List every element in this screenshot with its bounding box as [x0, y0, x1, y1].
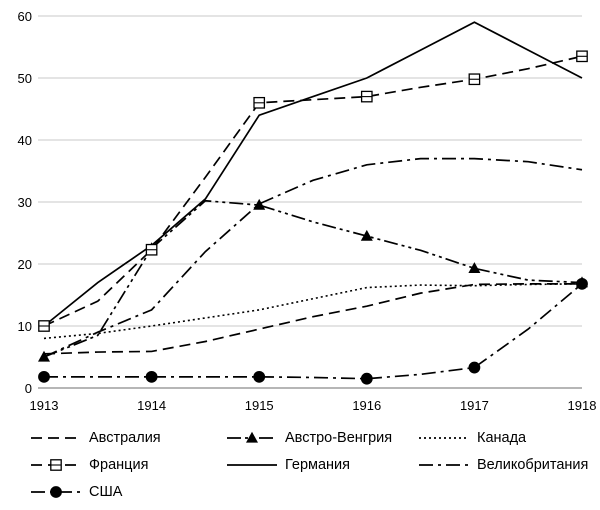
y-tick-label: 10 — [17, 319, 32, 334]
x-tick-label: 1917 — [459, 398, 489, 413]
legend-item-canada — [418, 424, 575, 451]
x-tick-label: 1916 — [352, 398, 382, 413]
legend-item-usa — [30, 478, 226, 505]
legend-label-great-britain: Великобритания — [477, 456, 589, 473]
x-tick-label: 1913 — [29, 398, 59, 413]
x-tick-label: 1918 — [567, 398, 597, 413]
legend-sample-australia — [30, 429, 82, 447]
legend-label-australia: Австралия — [89, 429, 161, 446]
y-tick-label: 20 — [17, 257, 32, 272]
series-line-6 — [44, 284, 582, 379]
y-tick-label: 40 — [17, 133, 32, 148]
series-line-0 — [44, 284, 582, 354]
legend-row — [30, 451, 589, 478]
series-line-1 — [44, 201, 582, 357]
legend-item-great-britain — [418, 451, 589, 478]
data-point-marker — [51, 486, 62, 497]
data-point-marker — [577, 278, 588, 289]
data-point-marker — [361, 373, 372, 384]
y-tick-label: 50 — [17, 71, 32, 86]
series-markers — [38, 51, 588, 384]
legend-label-usa: США — [89, 483, 123, 500]
legend-sample-austria-hungary — [226, 429, 278, 447]
legend-sample-germany — [226, 456, 278, 474]
data-point-marker — [146, 371, 157, 382]
y-tick-label: 60 — [17, 9, 32, 24]
series-line-4 — [44, 22, 582, 326]
legend-sample-great-britain — [418, 456, 470, 474]
x-tick-label: 1915 — [244, 398, 274, 413]
legend-item-germany — [226, 451, 418, 478]
legend-row — [30, 424, 575, 451]
chart-legend — [30, 424, 589, 506]
y-tick-label: 0 — [24, 381, 32, 396]
legend-sample-usa — [30, 483, 82, 501]
legend-label-canada: Канада — [477, 429, 527, 446]
legend-sample-france — [30, 456, 82, 474]
legend-item-austria-hungary — [226, 424, 418, 451]
legend-item-australia — [30, 424, 226, 451]
gridlines — [38, 16, 582, 388]
legend-label-germany: Германия — [285, 456, 351, 473]
legend-item-france — [30, 451, 226, 478]
data-point-marker — [39, 371, 50, 382]
x-axis-tick-labels — [30, 398, 597, 413]
legend-row — [30, 478, 575, 505]
legend-label-france: Франция — [89, 456, 149, 473]
data-point-marker — [469, 362, 480, 373]
y-axis-tick-labels — [18, 9, 32, 396]
data-point-marker — [254, 371, 265, 382]
series-lines — [44, 22, 582, 379]
legend-sample-canada — [418, 429, 470, 447]
legend-label-austria-hungary: Австро-Венгрия — [285, 429, 393, 446]
x-tick-label: 1914 — [137, 398, 167, 413]
y-tick-label: 30 — [17, 195, 32, 210]
series-line-5 — [44, 159, 582, 357]
